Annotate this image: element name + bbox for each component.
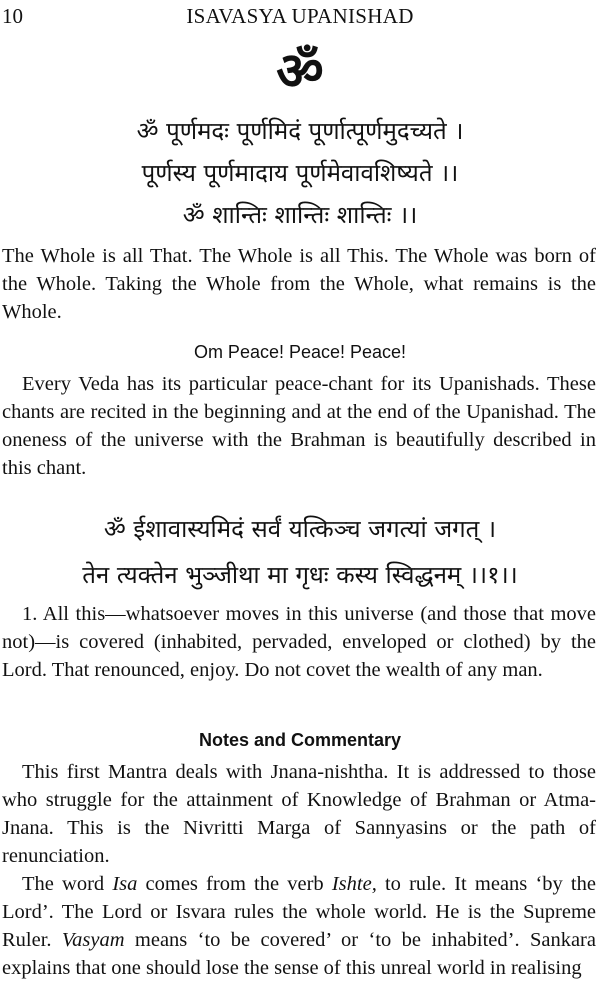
om-symbol: ॐ — [276, 42, 324, 102]
peace-chant-line-1: ॐ पूर्णमदः पूर्णमिदं पूर्णात्पूर्णमुदच्यते । — [136, 117, 464, 145]
notes-paragraph-2: The word Isa comes from the verb Ishte, to rule. It means ‘by the Lord’. The Lord or Isvara rules the whole world. He is the Supreme Ruler. Vasyam means ‘to be covered’ or ‘to be inhabited’. Sankara explains that one should lose the sense of this unreal world in realising — [2, 873, 596, 979]
notes-paragraph-1: This first Mantra deals with Jnana-nishtha. It is addressed to those who struggle for the attainment of Knowledge of Brahman or Atma-Jnana. This is the Nivritti Marga of Sannyasins or the path of renunciation. — [2, 761, 596, 867]
mantra-1-line-1: ॐ ईशावास्यमिदं सर्वं यत्किञ्च जगत्यां जगत् । — [103, 515, 497, 543]
peace-chant-line-3: ॐ शान्तिः शान्तिः शान्तिः ।। — [182, 201, 418, 229]
term-ishte: Ishte, — [331, 873, 377, 895]
running-title: ISAVASYA UPANISHAD — [186, 4, 414, 28]
page-number: 10 — [2, 4, 23, 28]
translation-paragraph: The Whole is all That. The Whole is all This. The Whole was born of the Whole. Taking the Whole from the Whole, what remains is the Whole. — [2, 245, 596, 323]
term-isa: Isa — [112, 873, 138, 895]
mantra-1-translation: 1. All this—whatsoever moves in this universe (and those that move not)—is covered (inhabited, pervaded, enveloped or clothed) by the Lord. That renounced, enjoy. Do not covet the wealth of any man. — [2, 603, 596, 681]
term-vasyam: Vasyam — [61, 929, 125, 951]
notes-heading: Notes and Commentary — [198, 730, 402, 750]
om-peace-line: Om Peace! Peace! Peace! — [193, 342, 407, 362]
peace-chant-line-2: पूर्णस्य पूर्णमादाय पूर्णमेवावशिष्यते ।। — [141, 159, 459, 187]
veda-paragraph: Every Veda has its particular peace-chant for its Upanishads. These chants are recited in the beginning and at the end of the Upanishad. The oneness of the universe with the Brahman is beautifully described in this chant. — [2, 373, 596, 479]
page-header — [0, 4, 600, 30]
mantra-1-line-2: तेन त्यक्तेन भुञ्जीथा मा गृधः कस्य स्विद्धनम् ।।१।। — [82, 561, 518, 589]
